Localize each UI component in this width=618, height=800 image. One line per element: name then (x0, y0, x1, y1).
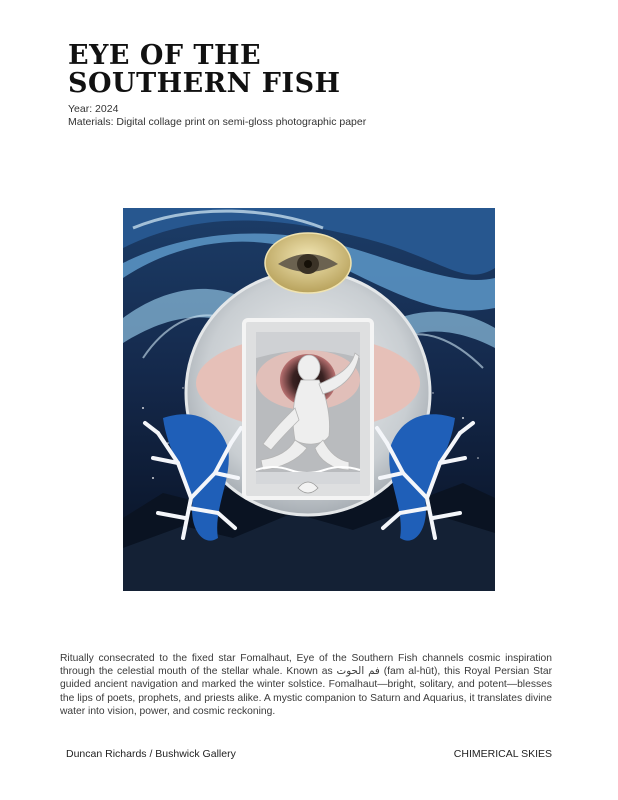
artwork-image (123, 208, 495, 591)
series-name: CHIMERICAL SKIES (453, 748, 552, 760)
artwork-description: Ritually consecrated to the fixed star Fomalhaut, Eye of the Southern Fish channels cosmic inspiration through the celestial mouth of the stellar whale. Known as فم الحوت (fam al-hūt), this Royal Persian Star guided ancient navigation and marked the winter solstice. Fomalhaut—bright, solitary, and potent—blesses the lips of poets, prophets, and priests alike. A mystic companion to Saturn and Aquarius, it translates divine water into vision, power, and cosmic reckoning. (60, 653, 553, 717)
artwork-title: EYE OF THE SOUTHERN FISH (68, 40, 341, 99)
artist-gallery-credit: Duncan Richards / Bushwick Gallery (66, 748, 236, 760)
artwork-year: Year: 2024 (68, 103, 119, 115)
artwork-materials: Materials: Digital collage print on semi-gloss photographic paper (68, 116, 367, 128)
